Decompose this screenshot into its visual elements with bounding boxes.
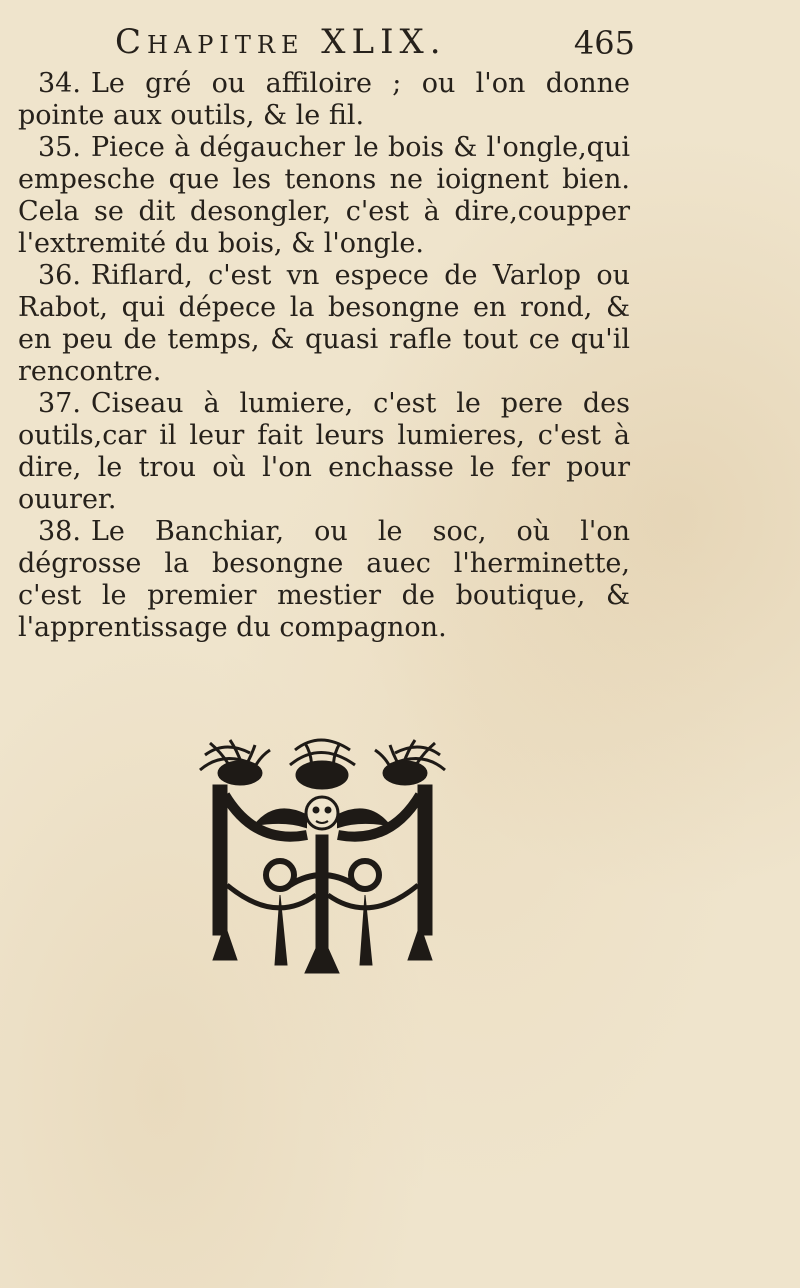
- page-number: 465: [573, 24, 635, 62]
- paragraph-text: Piece à dégaucher le bois & l'ongle,qui empesche que les tenons ne ioignent bien. Cela se dit desongler, c'est à dire,coupper l'extremité du bois, & l'ongle.: [18, 132, 630, 259]
- running-head: Chapitre XLIX.: [115, 22, 447, 62]
- paragraph-35: [18, 132, 630, 260]
- paragraph-number: 37.: [38, 388, 81, 419]
- paragraph-37: [18, 388, 630, 516]
- paragraph-36: [18, 260, 630, 388]
- paragraph-34: [18, 68, 630, 132]
- paragraph-number: 34.: [38, 68, 81, 99]
- paragraph-number: 36.: [38, 260, 81, 291]
- body-text: [18, 68, 630, 644]
- paragraph-text: Riflard, c'est vn espece de Varlop ou Rabot, qui dépece la besongne en rond, & en peu de temps, & quasi rafle tout ce qu'il rencontre.: [18, 260, 630, 387]
- paragraph-text: Le Banchiar, ou le soc, où l'on dégrosse la besongne auec l'herminette, c'est le premier mestier de boutique, & l'apprentissage du compagnon.: [18, 516, 630, 643]
- paragraph-text: Le gré ou affiloire ; ou l'on donne pointe aux outils, & le fil.: [18, 68, 630, 131]
- paragraph-number: 38.: [38, 516, 81, 547]
- paragraph-38: [18, 516, 630, 644]
- page-header: [115, 22, 635, 72]
- paragraph-number: 35.: [38, 132, 81, 163]
- paragraph-text: Ciseau à lumiere, c'est le pere des outils,car il leur fait leurs lumieres, c'est à dire, le trou où l'on enchasse le fer pour ouurer.: [18, 388, 630, 515]
- woodcut-tailpiece-cherub-icon: [195, 735, 450, 975]
